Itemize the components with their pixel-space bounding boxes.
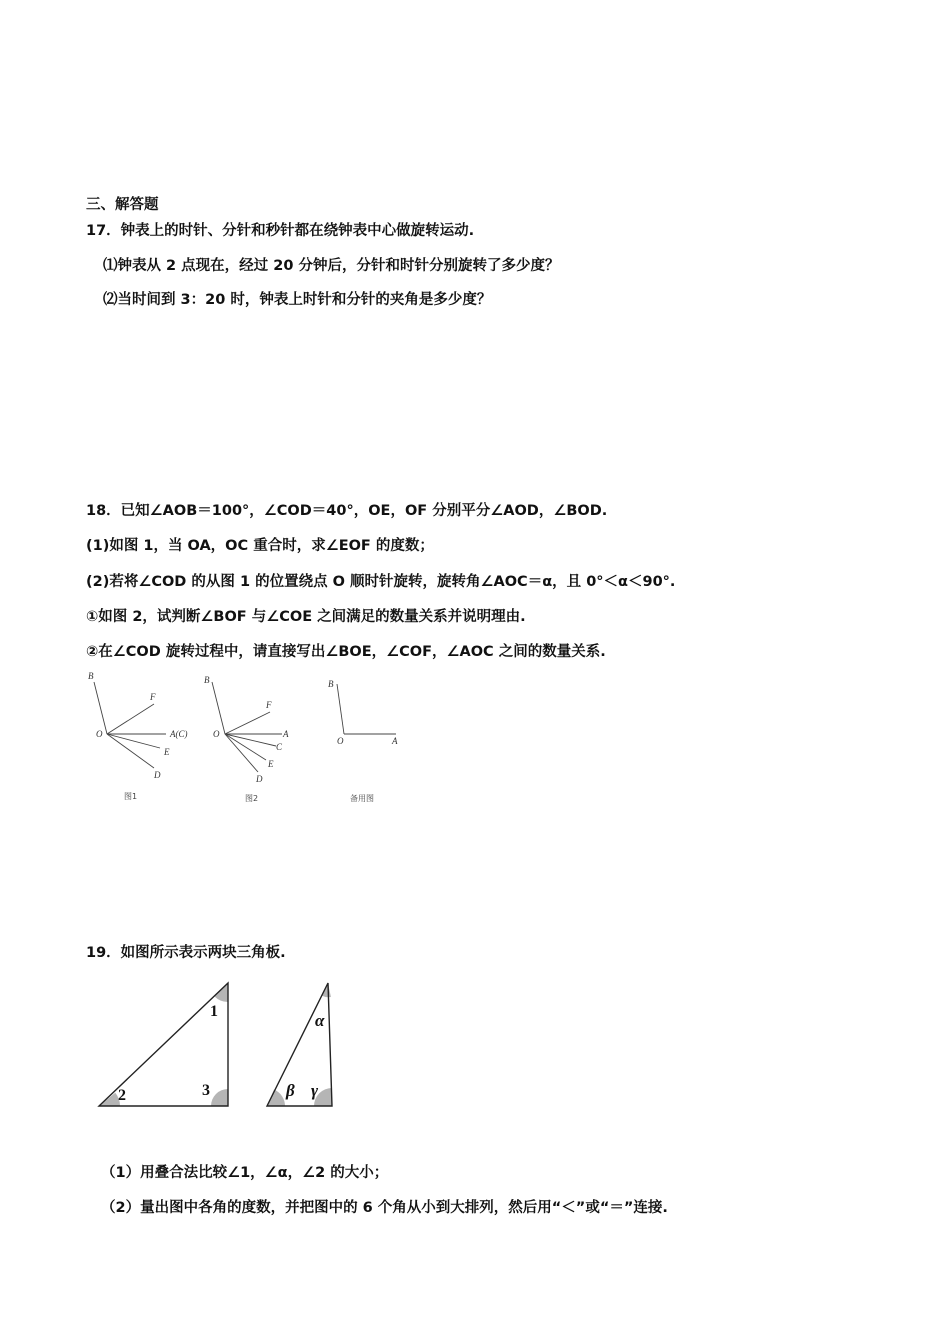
- angle-beta-marker: [267, 1090, 285, 1107]
- q18-stem: 18．已知∠AOB＝100°，∠COD＝40°，OE，OF 分别平分∠AOD，∠BOD.: [86, 503, 608, 519]
- figure-2-caption: 图2: [245, 794, 259, 803]
- q17-part1: ⑴钟表从 2 点现在，经过 20 分钟后，分针和时针分别旋转了多少度？: [103, 258, 560, 274]
- triangle-board-2: [262, 976, 342, 1116]
- ray-ob: [337, 684, 344, 734]
- label-o: O: [96, 729, 103, 739]
- ray-oe: [225, 734, 266, 760]
- label-o: O: [213, 729, 220, 739]
- section-title: 三、解答题: [86, 197, 159, 213]
- angle-alpha-label: α: [315, 1011, 325, 1030]
- ray-od: [225, 734, 258, 772]
- q18-sub1: ①如图 2，试判断∠BOF 与∠COE 之间满足的数量关系并说明理由.: [86, 609, 526, 625]
- q19-stem: 19．如图所示表示两块三角板.: [86, 945, 286, 961]
- angle-3-label: 3: [202, 1082, 210, 1099]
- angle-3-marker: [211, 1089, 228, 1106]
- label-f: F: [266, 700, 272, 710]
- ray-od: [107, 734, 154, 768]
- triangle-2-outline: [267, 983, 332, 1106]
- q17-stem: 17．钟表上的时针、分针和秒针都在绕钟表中心做旋转运动.: [86, 223, 475, 239]
- label-c: C: [276, 742, 283, 752]
- label-ac: A(C): [170, 729, 188, 739]
- label-e: E: [268, 759, 274, 769]
- ray-ob: [94, 682, 107, 734]
- ray-oc: [225, 734, 276, 746]
- label-e: E: [164, 747, 170, 757]
- angle-beta-label: β: [286, 1081, 295, 1100]
- figure-1: [84, 668, 194, 808]
- label-b: B: [328, 679, 334, 689]
- ray-of: [225, 712, 270, 734]
- q18-part1: (1)如图 1，当 OA，OC 重合时，求∠EOF 的度数；: [86, 538, 434, 554]
- label-a: A: [283, 729, 289, 739]
- angle-2-marker: [99, 1093, 120, 1106]
- figure-backup-caption: 备用图: [350, 794, 374, 803]
- label-b: B: [88, 671, 94, 681]
- ray-of: [107, 704, 154, 734]
- ray-oe: [107, 734, 160, 748]
- label-b: B: [204, 675, 210, 685]
- label-d: D: [256, 774, 263, 784]
- triangle-board-1: [92, 976, 237, 1116]
- q19-part2: （2）量出图中各角的度数，并把图中的 6 个角从小到大排列，然后用“＜”或“＝”连接.: [101, 1200, 668, 1216]
- angle-gamma-label: γ: [311, 1081, 319, 1100]
- angle-2-label: 2: [118, 1087, 126, 1104]
- ray-ob: [212, 682, 225, 734]
- label-o: O: [337, 736, 344, 746]
- q19-part1: （1）用叠合法比较∠1，∠α，∠2 的大小；: [101, 1165, 389, 1181]
- label-d: D: [154, 770, 161, 780]
- figure-1-caption: 图1: [124, 792, 138, 801]
- label-f: F: [150, 692, 156, 702]
- figure-backup: [320, 668, 430, 808]
- q18-part2: (2)若将∠COD 的从图 1 的位置绕点 O 顺时针旋转，旋转角∠AOC＝α，且 0°＜α＜90°.: [86, 574, 676, 590]
- angle-1-label: 1: [210, 1003, 218, 1020]
- label-a: A: [392, 736, 398, 746]
- q17-part2: ⑵当时间到 3：20 时，钟表上时针和分针的夹角是多少度？: [103, 292, 492, 308]
- figure-2: [202, 668, 312, 808]
- q18-sub2: ②在∠COD 旋转过程中，请直接写出∠BOE，∠COF，∠AOC 之间的数量关系.: [86, 644, 606, 660]
